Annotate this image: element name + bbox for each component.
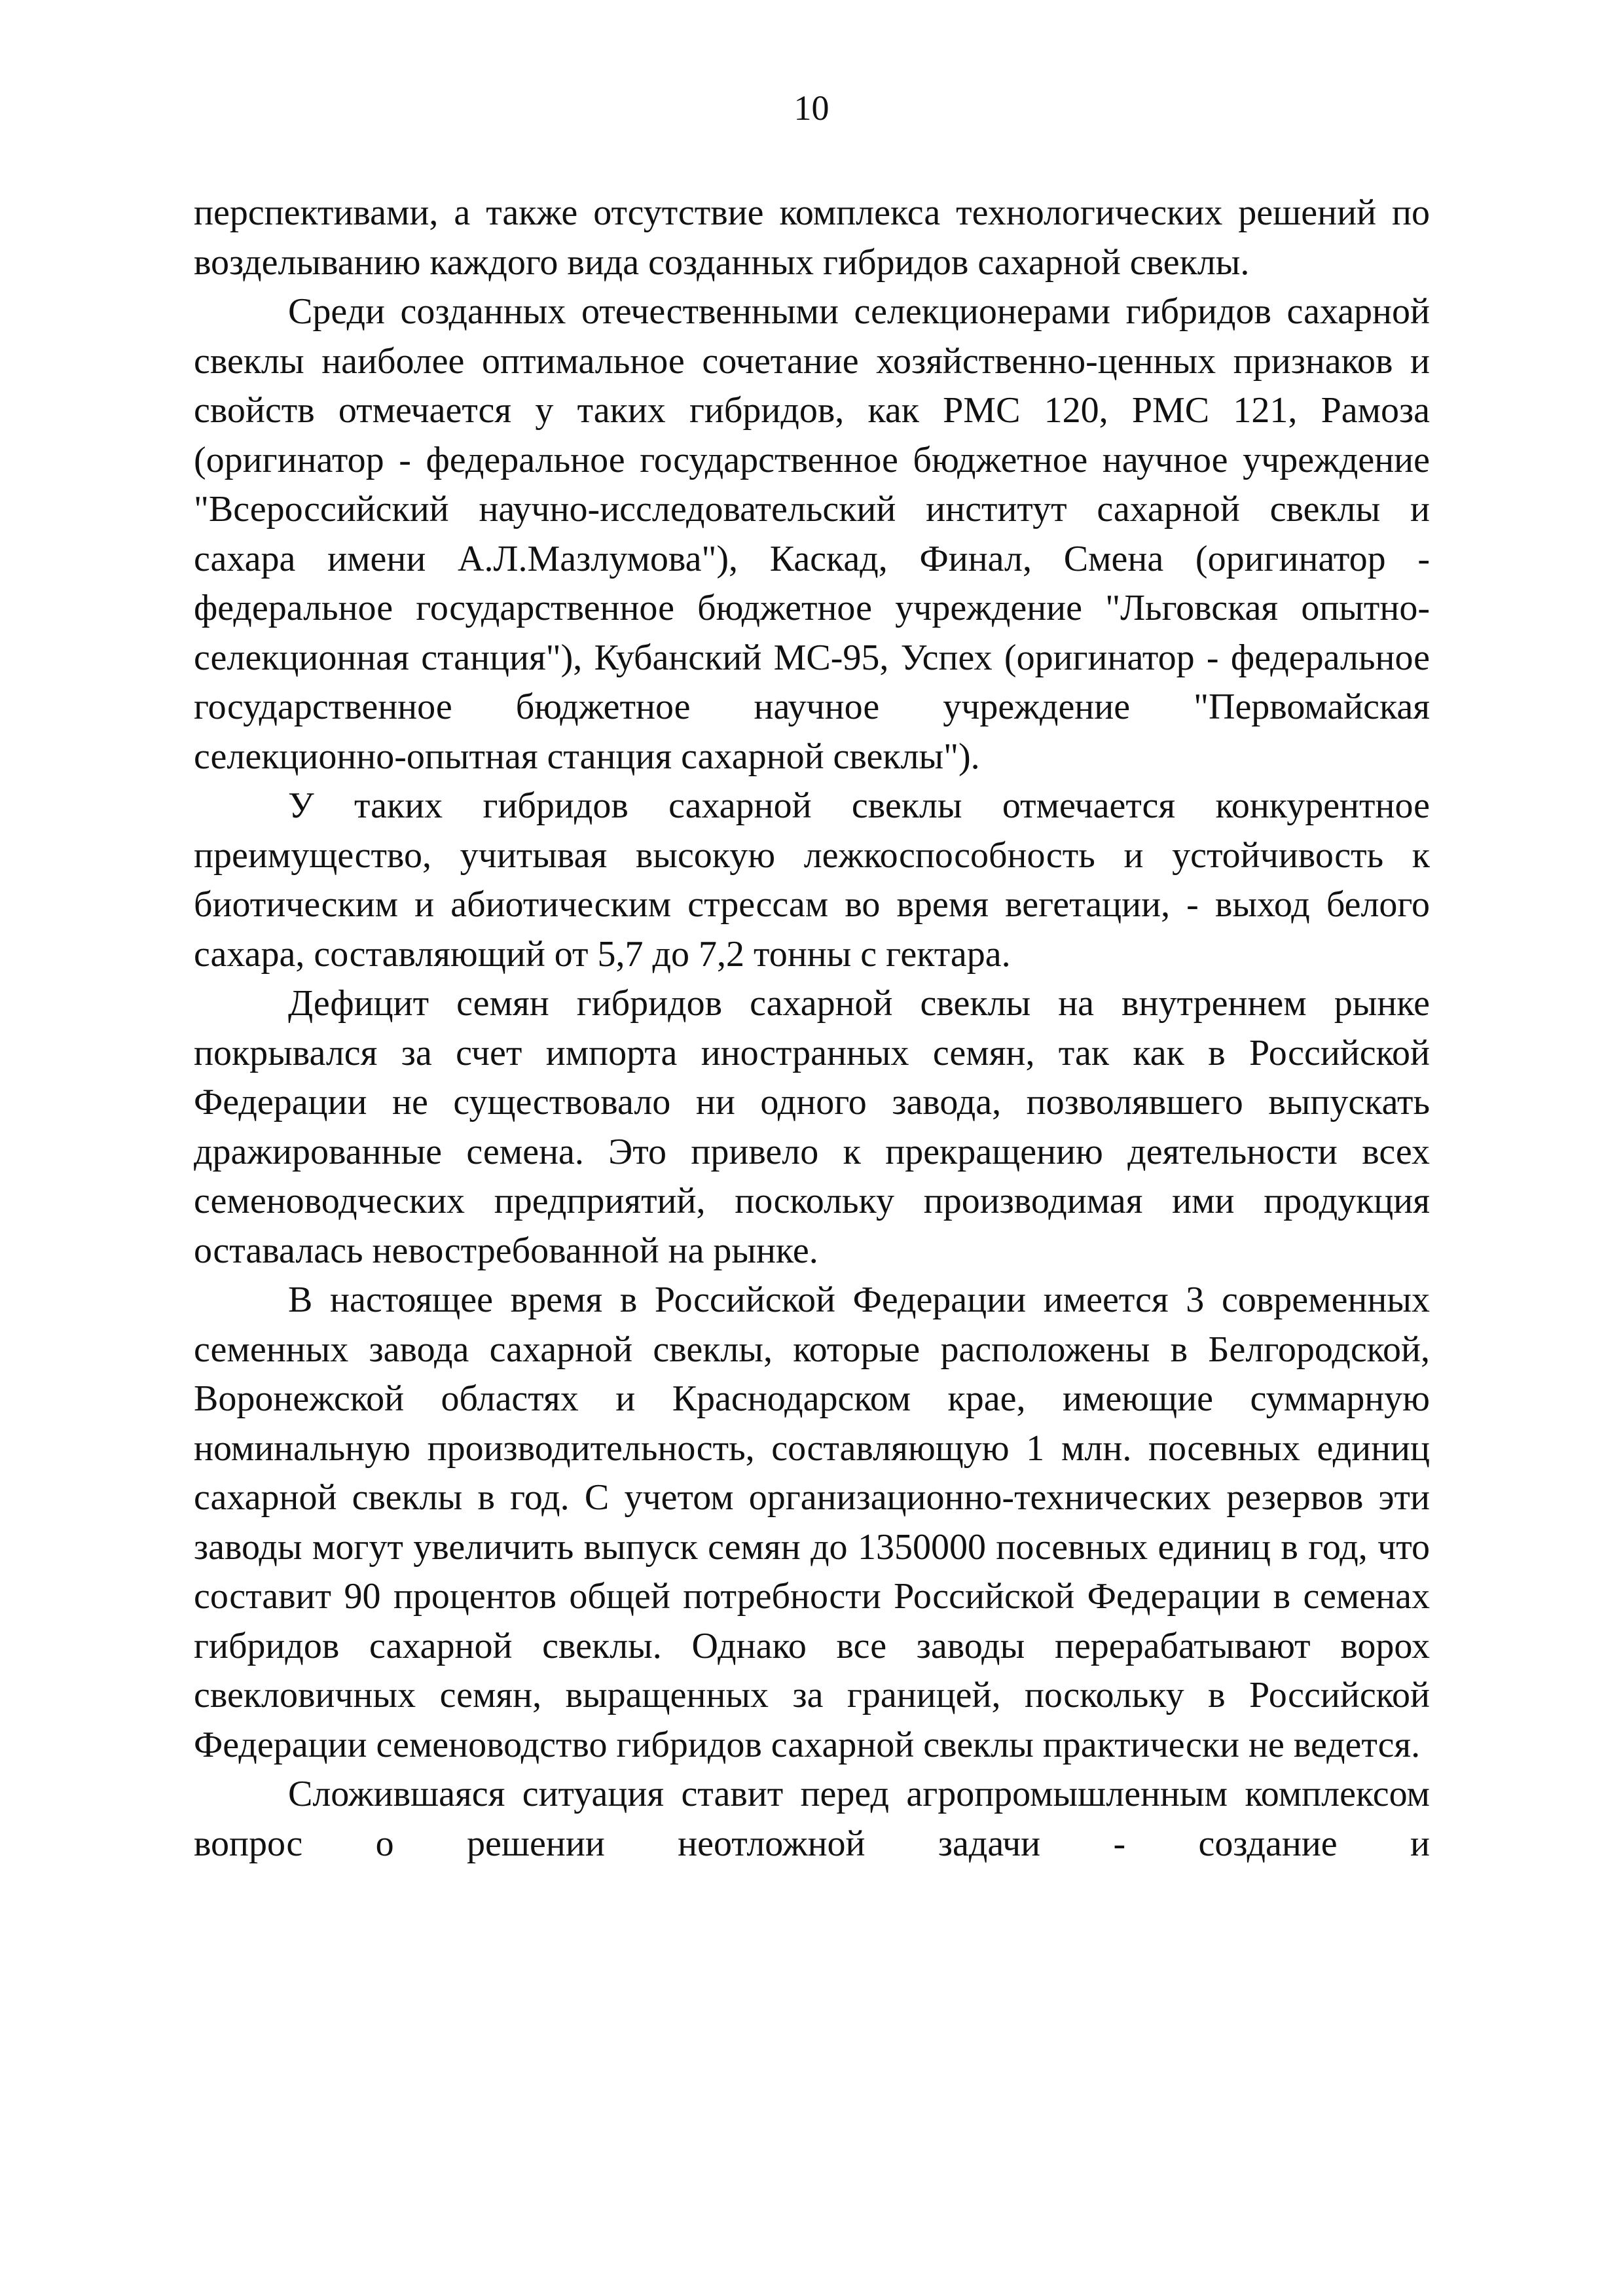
paragraph-1: перспективами, а также отсутствие комплекса технологических решений по возделыванию каждого вида созданных гибридов сахарной свеклы.	[194, 192, 1430, 283]
document-body	[194, 188, 1430, 1869]
paragraph-4: Дефицит семян гибридов сахарной свеклы на внутреннем рынке покрывался за счет импорта иностранных семян, так как в Российской Федерации не существовало ни одного завода, позволявшего выпускать дражированные семена. Это привело к прекращению деятельности всех семеноводческих предприятий, поскольку производимая ими продукция оставалась невостребованной на рынке.	[194, 983, 1430, 1271]
paragraph-5: В настоящее время в Российской Федерации имеется 3 современных семенных завода сахарной свеклы, которые расположены в Белгородской, Воронежской областях и Краснодарском крае, имеющие суммарную номинальную производительность, составляющую 1 млн. посевных единиц сахарной свеклы в год. С учетом организационно-технических резервов эти заводы могут увеличить выпуск семян до 1350000 посевных единиц в год, что составит 90 процентов общей потребности Российской Федерации в семенах гибридов сахарной свеклы. Однако все заводы перерабатывают ворох свекловичных семян, выращенных за границей, поскольку в Российской Федерации семеноводство гибридов сахарной свеклы практически не ведется.	[194, 1280, 1430, 1765]
paragraph-2: Среди созданных отечественными селекционерами гибридов сахарной свеклы наиболее оптимальное сочетание хозяйственно-ценных признаков и свойств отмечается у таких гибридов, как РМС 120, РМС 121, Рамоза (оригинатор - федеральное государственное бюджетное научное учреждение "Всероссийский научно-исследовательский институт сахарной свеклы и сахара имени А.Л.Мазлумова"), Каскад, Финал, Смена (оригинатор - федеральное государственное бюджетное учреждение "Льговская опытно-селекционная станция"), Кубанский МС-95, Успех (оригинатор - федеральное государственное бюджетное научное учреждение "Первомайская селекционно-опытная станция сахарной свеклы").	[194, 291, 1430, 777]
page-number: 10	[793, 88, 830, 128]
paragraph-6: Сложившаяся ситуация ставит перед агропромышленным комплексом вопрос о решении неотложной задачи - создание и	[194, 1774, 1430, 1864]
paragraph-3: У таких гибридов сахарной свеклы отмечается конкурентное преимущество, учитывая высокую лежкоспособность и устойчивость к биотическим и абиотическим стрессам во время вегетации, - выход белого сахара, составляющий от 5,7 до 7,2 тонны с гектара.	[194, 785, 1430, 975]
